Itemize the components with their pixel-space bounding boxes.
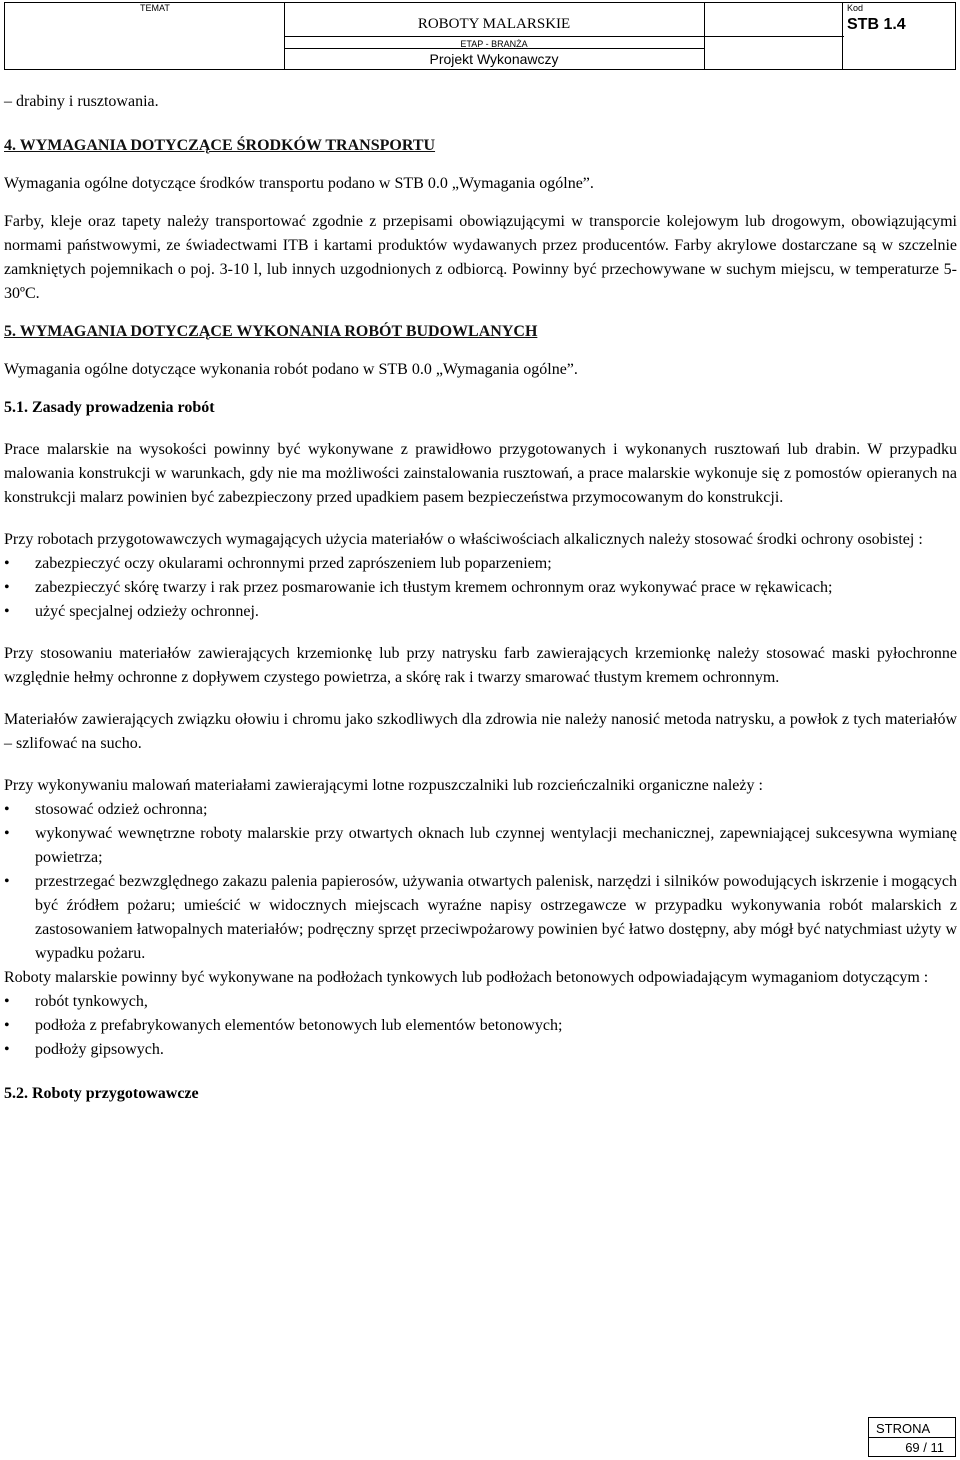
- header-left-edge: [4, 2, 5, 70]
- page-number-box: [868, 1417, 956, 1457]
- temat-label: TEMAT: [140, 3, 170, 13]
- header-mid-line: [284, 36, 844, 37]
- list-item: • zabezpieczyć skórę twarzy i rak przez posmarowanie ich tłustym kremem ochronnym oraz wykonywać prace w rękawicach;: [4, 576, 957, 600]
- list-item: • podłoży gipsowych.: [4, 1038, 957, 1062]
- page-label: STRONA: [876, 1421, 931, 1436]
- page-number: 69 / 11: [905, 1440, 944, 1455]
- etap-label: ETAP - BRANŻA: [460, 39, 528, 49]
- paragraph-5-1e: Przy wykonywaniu malowań materiałami zawierającymi lotne rozpuszczalniki lub rozcieńczalniki organiczne należy :: [4, 777, 763, 794]
- list-item: • robót tynkowych,: [4, 990, 957, 1014]
- header-right-edge: [955, 2, 956, 70]
- protection-list: [4, 552, 957, 624]
- list-item: • zabezpieczyć oczy okularami ochronnymi przed zaprószeniem lub poparzeniem;: [4, 552, 957, 576]
- project-label: Projekt Wykonawczy: [429, 51, 559, 67]
- heading-section-5-2: 5.2. Roboty przygotowawcze: [4, 1085, 199, 1102]
- document-title: ROBOTY MALARSKIE: [417, 16, 571, 32]
- paragraph-5-1f: Roboty malarskie powinny być wykonywane na podłożach tynkowych lub podłożach betonowych odpowiadającym wymaganiom dotyczącym :: [4, 969, 929, 986]
- header-divider-2: [704, 2, 705, 70]
- list-item: • przestrzegać bezwzględnego zakazu palenia papierosów, używania otwartych palenisk, narzędzi i silników powodujących iskrzenie i mogących być źródłem pożaru; umieścić w widocznych miejscach wyraźne napisy ostrzegawcze w przypadku wykonywania robót malarskich z zastosowaniem łatwopalnych materiałów; podręczny sprzęt przeciwpożarowy powinien być łatwo dostępny, aby mógł być natychmiast użyty w wypadku pożaru.: [4, 870, 957, 966]
- paragraph-5-1b: Przy robotach przygotowawczych wymagających użycia materiałów o właściwościach alkalicznych należy stosować środki ochrony osobistej :: [4, 531, 923, 548]
- paragraph-5-1c: Przy stosowaniu materiałów zawierających krzemionkę lub przy natrysku farb zawierających krzemionkę należy stosować maski pyłochronne względnie hełmy ochronne z dopływem czystego powietrza, a skórę rak i twarzy smarować tłustym kremem ochronnym.: [4, 645, 957, 686]
- paragraph-5-1a: Prace malarskie na wysokości powinny być wykonywane z prawidłowo przygotowanych i wykonanych rusztowań lub drabin. W przypadku malowania konstrukcji w warunkach, gdy nie ma możliwości zainstalowania rusztowań, a prace malarskie wykonuje się z pomostów opieranych na konstrukcji malarz powinien być zabezpieczony przed upadkiem pasem bezpieczeństwa przymocowanym do konstrukcji.: [4, 441, 957, 506]
- heading-section-5-1: 5.1. Zasady prowadzenia robót: [4, 399, 215, 416]
- document-code: STB 1.4: [847, 16, 906, 33]
- paragraph-drabiny: – drabiny i rusztowania.: [4, 93, 159, 110]
- paragraph-5a: Wymagania ogólne dotyczące wykonania robót podano w STB 0.0 „Wymagania ogólne”.: [4, 361, 578, 378]
- list-item: • użyć specjalnej odzieży ochronnej.: [4, 600, 957, 624]
- heading-section-5: 5. WYMAGANIA DOTYCZĄCE WYKONANIA ROBÓT BUDOWLANYCH: [4, 323, 538, 340]
- solvent-list: [4, 798, 957, 966]
- list-item: • stosować odzież ochronna;: [4, 798, 957, 822]
- paragraph-4a: Wymagania ogólne dotyczące środków transportu podano w STB 0.0 „Wymagania ogólne”.: [4, 175, 594, 192]
- list-item: • wykonywać wewnętrzne roboty malarskie przy otwartych oknach lub czynnej wentylacji mechanicznej, zapewniającej sukcesywna wymianę powietrza;: [4, 822, 957, 870]
- kod-label: Kod: [847, 3, 864, 13]
- document-body: [4, 90, 957, 1106]
- heading-section-4: 4. WYMAGANIA DOTYCZĄCE ŚRODKÓW TRANSPORTU: [4, 137, 436, 154]
- header-divider-3: [842, 2, 843, 70]
- substrate-list: [4, 990, 957, 1062]
- header-bottom-line: [4, 69, 956, 70]
- paragraph-5-1d: Materiałów zawierających związku ołowiu i chromu jako szkodliwych dla zdrowia nie należy nanosić metoda natrysku, a powłok z tych materiałów – szlifować na sucho.: [4, 711, 957, 752]
- header-table: [4, 2, 956, 68]
- paragraph-4b: Farby, kleje oraz tapety należy transportować zgodnie z przepisami obowiązującymi w transporcie kolejowym lub drogowym, obowiązującymi normami państwowymi, ze świadectwami ITB i kartami produktów wydawanych przez producentów. Farby akrylowe dostarczane są w szczelnie zamkniętych pojemnikach o poj. 3-10 l, lub innych uzgodnionych z odbiorcą. Powinny być przechowywane w suchym miejscu, w temperaturze 5-30ºC.: [4, 213, 957, 302]
- list-item: • podłoża z prefabrykowanych elementów betonowych lub elementów betonowych;: [4, 1014, 957, 1038]
